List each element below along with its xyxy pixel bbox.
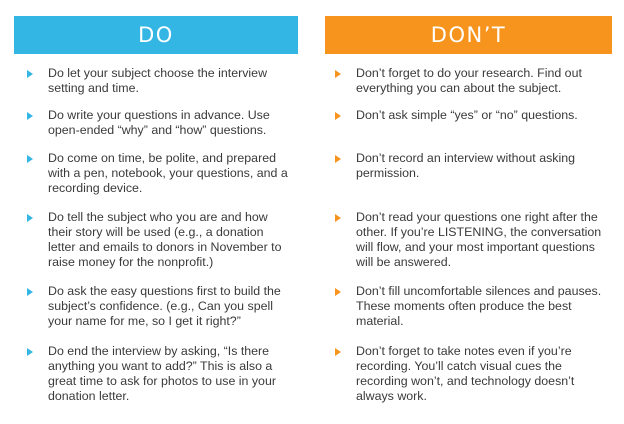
do-item-text: Do tell the subject who you are and how their story will be used (e.g., a donation letter and emails to donors in November to raise money for the nonprofit.): [48, 210, 282, 269]
dont-item-text: Don’t ask simple “yes” or “no” questions.: [356, 108, 578, 122]
dont-item-text: Don’t read your questions one right after the other. If you’re LISTENING, the conversation will flow, and your most important questions will be answered.: [356, 210, 602, 269]
dont-item-text: Don’t fill uncomfortable silences and pauses. These moments often produce the best material.: [356, 284, 602, 328]
do-column: [14, 16, 298, 403]
dont-header: [325, 16, 612, 54]
triangle-bullet-icon: [335, 70, 341, 78]
do-item-text: Do let your subject choose the interview setting and time.: [48, 66, 268, 95]
do-item-text: Do come on time, be polite, and prepared with a pen, notebook, your questions, and a recording device.: [48, 151, 288, 195]
triangle-bullet-icon: [27, 288, 33, 296]
triangle-bullet-icon: [335, 112, 341, 120]
dont-item: [325, 344, 612, 404]
dont-item: [325, 284, 612, 329]
do-item-text: Do end the interview by asking, “Is there anything you want to add?” This is also a great time to ask for photos to use in your donation letter.: [48, 344, 276, 403]
do-item: [14, 210, 298, 270]
dont-item: [325, 108, 612, 123]
dont-item: [325, 151, 612, 181]
do-header: [14, 16, 298, 54]
triangle-bullet-icon: [335, 348, 341, 356]
dont-item: [325, 66, 612, 96]
triangle-bullet-icon: [335, 214, 341, 222]
do-item: [14, 66, 298, 96]
do-item-text: Do write your questions in advance. Use open-ended “why” and “how” questions.: [48, 108, 270, 137]
do-title: DO: [138, 23, 174, 47]
triangle-bullet-icon: [27, 348, 33, 356]
do-item-text: Do ask the easy questions first to build the subject’s confidence. (e.g., Can you spell your name for me, so I get it right?”: [48, 284, 281, 328]
triangle-bullet-icon: [335, 288, 341, 296]
do-item: [14, 151, 298, 196]
dont-item: [325, 210, 612, 270]
do-item: [14, 284, 298, 329]
dont-title: DON’T: [430, 23, 507, 47]
triangle-bullet-icon: [27, 112, 33, 120]
triangle-bullet-icon: [27, 70, 33, 78]
do-item: [14, 344, 298, 404]
triangle-bullet-icon: [27, 214, 33, 222]
dont-item-text: Don’t forget to do your research. Find out everything you can about the subject.: [356, 66, 582, 95]
dont-column: [325, 16, 612, 403]
dont-item-text: Don’t record an interview without asking permission.: [356, 151, 576, 180]
do-item: [14, 108, 298, 138]
triangle-bullet-icon: [335, 155, 341, 163]
dont-item-text: Don’t forget to take notes even if you’re recording. You’ll catch visual cues the recording won’t, and technology doesn’t always work.: [356, 344, 575, 403]
triangle-bullet-icon: [27, 155, 33, 163]
